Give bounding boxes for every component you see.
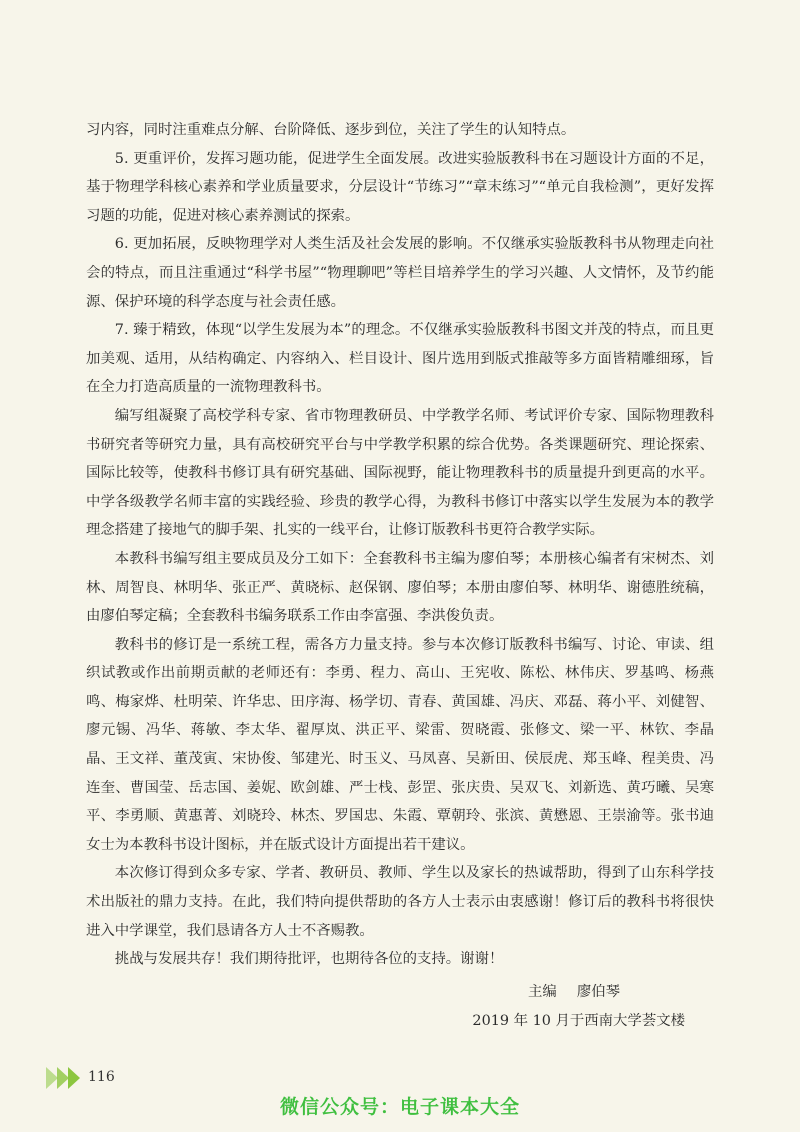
page-arrow-icon — [46, 1067, 82, 1089]
paragraph-point-5: 5. 更重评价，发挥习题功能，促进学生全面发展。改进实验版教科书在习题设计方面的不足，基于物理学科核心素养和学业质量要求，分层设计“节练习”“章末练习”“单元自我检测”，更好发挥习题的功能，促进对核心素养测试的探索。 — [86, 150, 714, 224]
paragraph-intro-continuation: 习内容，同时注重难点分解、台阶降低、逐步到位，关注了学生的认知特点。 — [86, 122, 576, 138]
paragraph-acknowledgement: 本次修订得到众多专家、学者、教研员、教师、学生以及家长的热诚帮助，得到了山东科学技术出版社的鼎力支持。在此，我们特向提供帮助的各方人士表示由衷感谢！修订后的教科书将很快进入中学课堂，我们恳请各方人士不吝赐教。 — [86, 865, 714, 939]
editor-name: 廖伯琴 — [576, 984, 620, 1000]
paragraph-point-6: 6. 更加拓展，反映物理学对人类生活及社会发展的影响。不仅继承实验版教科书从物理走向社会的特点，而且注重通过“科学书屋”“物理聊吧”等栏目培养学生的学习兴趣、人文情怀，及节约能源、保护环境的科学态度与社会责任感。 — [86, 236, 714, 310]
signature-date: 2019 年 10 月于西南大学荟文楼 — [472, 1012, 685, 1029]
editor-role: 主编 — [528, 984, 557, 1000]
paragraph-point-7: 7. 臻于精致，体现“以学生发展为本”的理念。不仅继承实验版教科书图文并茂的特点，而且更加美观、适用，从结构确定、内容纳入、栏目设计、图片选用到版式推敲等多方面皆精雕细琢，旨在全力打造高质量的一流物理教科书。 — [86, 322, 714, 396]
paragraph-contributors: 教科书的修订是一系统工程，需各方力量支持。参与本次修订版教科书编写、讨论、审读、组织试教或作出前期贡献的老师还有：李勇、程力、高山、王宪收、陈松、林伟庆、罗基鸣、杨燕鸣、梅家烨、杜明荣、许华忠、田序海、杨学切、青春、黄国雄、冯庆、邓磊、蒋小平、刘健智、廖元锡、冯华、蒋敏、李太华、翟厚岚、洪正平、梁雷、贺晓霞、张修文、梁一平、林钦、李晶晶、王文祥、董茂寅、宋协俊、邹建光、时玉义、马凤喜、吴新田、侯辰虎、郑玉峰、程美贵、冯连奎、曹国莹、岳志国、姜妮、欧剑雄、严士栈、彭罡、张庆贵、吴双飞、刘新选、黄巧曦、吴寒平、李勇顺、黄惠菁、刘晓玲、林杰、罗国忠、朱霞、覃朝玲、张滨、黄懋恩、王崇渝等。张书迪女士为本教科书设计图标，并在版式设计方面提出若干建议。 — [86, 636, 714, 853]
watermark-text: 微信公众号：电子课本大全 — [279, 1096, 520, 1118]
page-number: 116 — [88, 1069, 115, 1085]
editor-line — [86, 978, 714, 1007]
paragraph-closing: 挑战与发展共存！我们期待批评，也期待各位的支持。谢谢！ — [114, 951, 504, 968]
paragraph-team-strength: 编写组凝聚了高校学科专家、省市物理教研员、中学教学名师、考试评价专家、国际物理教科书研究者等研究力量，具有高校研究平台与中学教学积累的综合优势。各类课题研究、理论探索、国际比较等，使教科书修订具有研究基础、国际视野，能让物理教科书的质量提升到更高的水平。中学各级教学名师丰富的实践经验、珍贵的教学心得，为教科书修订中落实以学生发展为本的教学理念搭建了接地气的脚手架、扎实的一线平台，让修订版教科书更符合教学实际。 — [86, 407, 714, 539]
paragraph-team-members: 本教科书编写组主要成员及分工如下：全套教科书主编为廖伯琴；本册核心编者有宋树杰、刘林、周智良、林明华、张正严、黄晓标、赵保钢、廖伯琴；本册由廖伯琴、林明华、谢德胜统稿，由廖伯琴定稿；全套教科书编务联系工作由李富强、李洪俊负责。 — [86, 550, 714, 625]
signature-block — [86, 978, 714, 1035]
page-body — [86, 116, 714, 974]
